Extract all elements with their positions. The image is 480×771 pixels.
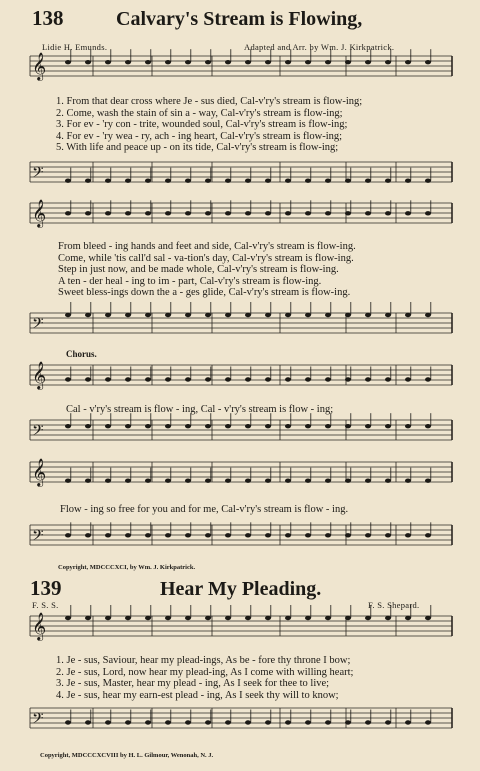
lyric-line: Sweet bless-ings down the a - ges glide, Cal-v'ry's stream is flow-ing. xyxy=(58,287,351,298)
svg-text:𝄢: 𝄢 xyxy=(32,710,44,731)
copyright-139: Copyright, MDCCCXCVIII by H. L. Gilmour, Wenonah, N. J. xyxy=(40,752,214,759)
svg-text:𝄞: 𝄞 xyxy=(32,52,47,80)
svg-text:𝄞: 𝄞 xyxy=(32,458,47,486)
lyric-line: Step in just now, and be made whole, Cal-v'ry's stream is flow-ing. xyxy=(58,264,339,275)
svg-text:𝄞: 𝄞 xyxy=(32,612,47,640)
hymn-title: Hear My Pleading. xyxy=(160,578,322,600)
hymn-author: Lidie H. Emunds. xyxy=(42,42,108,52)
hymn-arranger: Adapted and Arr. by Wm. J. Kirkpatrick. xyxy=(244,42,395,52)
lyric-line: 2. Je - sus, Lord, now hear my plead-ing, As I come with willing heart; xyxy=(56,666,354,678)
lyric-line: Come, while 'tis call'd sal - va-tion's day, Cal-v'ry's stream is flow-ing. xyxy=(58,252,354,264)
lyric-line: A ten - der heal - ing to im - part, Cal-v'ry's stream is flow-ing. xyxy=(58,275,322,287)
hymn-title: Calvary's Stream is Flowing, xyxy=(116,8,363,30)
verse-block-139 xyxy=(56,655,353,701)
lyric-line: 3. For ev - 'ry con - trite, wounded soul, Cal-v'ry's stream is flow-ing; xyxy=(56,119,348,130)
verse-block-a xyxy=(56,96,362,154)
copyright-138: Copyright, MDCCCXCI, by Wm. J. Kirkpatrick. xyxy=(58,564,196,571)
lyric-line: 4. For ev - 'ry wea - ry, ach - ing heart, Cal-v'ry's stream is flow-ing; xyxy=(56,130,343,142)
hymn-author: F. S. S. xyxy=(32,600,59,610)
hymn-composer: F. S. Shepard. xyxy=(368,600,420,610)
lyric-line: 1. Je - sus, Saviour, hear my plead-ings, As be - fore thy throne I bow; xyxy=(56,655,351,666)
verse-block-b xyxy=(58,241,356,299)
lyric-line: 5. With life and peace up - on its tide, Cal-v'ry's stream is flow-ing; xyxy=(56,142,339,153)
lyric-line: 2. Come, wash the stain of sin a - way, Cal-v'ry's stream is flow-ing; xyxy=(56,107,343,119)
hymn-number: 138 xyxy=(32,6,64,30)
hymn-number: 139 xyxy=(30,576,62,600)
svg-text:𝄢: 𝄢 xyxy=(32,527,44,548)
lyric-line: 1. From that dear cross where Je - sus died, Cal-v'ry's stream is flow-ing; xyxy=(56,96,363,107)
svg-text:𝄞: 𝄞 xyxy=(32,361,47,389)
chorus-line-1: Cal - v'ry's stream is flow - ing, Cal - v'ry's stream is flow - ing; xyxy=(66,404,334,415)
chorus-label: Chorus. xyxy=(66,349,97,359)
svg-text:𝄞: 𝄞 xyxy=(32,199,47,227)
svg-text:𝄢: 𝄢 xyxy=(32,422,44,443)
chorus-line-2: Flow - ing so free for you and for me, Cal-v'ry's stream is flow - ing. xyxy=(60,504,349,515)
lyric-line: 4. Je - sus, hear my earn-est plead - ing, As I seek thy will to know; xyxy=(56,689,339,701)
lyric-line: 3. Je - sus, Master, hear my plead - ing, As I seek for thee to live; xyxy=(56,678,330,689)
svg-text:𝄢: 𝄢 xyxy=(32,164,44,185)
svg-text:𝄢: 𝄢 xyxy=(32,315,44,336)
lyric-line: From bleed - ing hands and feet and side, Cal-v'ry's stream is flow-ing. xyxy=(58,241,356,252)
